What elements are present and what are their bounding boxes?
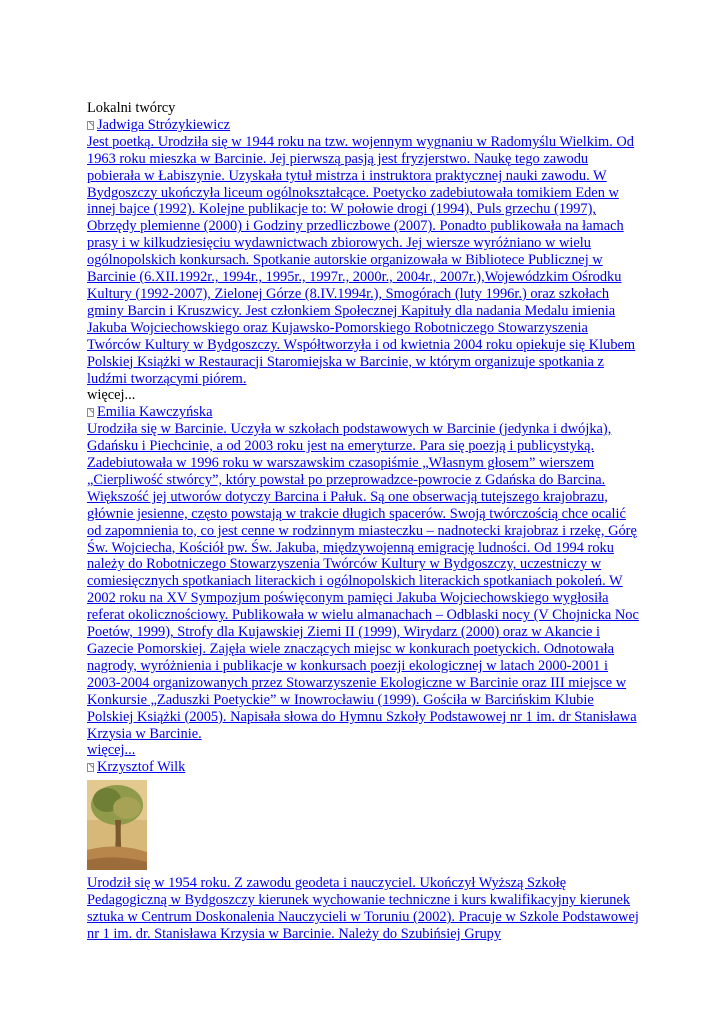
creator-bio-text[interactable]: Urodziła się w Barcinie. Uczyła w szkołach podstawowych w Barcinie (jedynka i dwójka), Gdańsku i Piechcinie, a od 2003 roku jest na emeryturze. Para się poezją i publicystyką. Zadebiutowała w 1996 roku w warszawskim czasopiśmie „Własnym głosem” wierszem „Cierpliwość stwórcy”, który powstał po przeprowadzce-powrocie z Gdańska do Barcina. Większość jej utworów dotyczy Barcina i Pałuk. Są one obserwacją tutejszego krajobrazu, głównie jesienne, często powstają w trakcie długich spacerów. Swoją twórczością chce ocalić od zapomnienia to, co jest cenne w rodzinnym miasteczku – nadnotecki krajobraz i rzekę, Górę Św. Wojciecha, Kościół pw. Św. Jakuba, międzywojenną emigrację ludności. Od 1994 roku należy do Robotniczego Stowarzyszenia Twórców Kultury w Bydgoszczy, uczestniczy w comiesięcznych spotkaniach literackich i ogólnopolskich literackich spotkaniach pokoleń. W 2002 roku na XV Sympozjum poświęconym pamięci Jakuba Wojciechowskiego wygłosiła referat okolicznościowy. Publikowała w wielu almanachach – Odblaski nocy (V Chojnicka Noc Poetów, 1999), Strofy dla Kujawskiej Ziemi II (1999), Wirydarz (2000) oraz w Akancie i Gazecie Pomorskiej. Zajęła wiele znaczących miejsc w konkurach poetyckich. Odnotowała nagrody, wyróżnienia i publikacje w konkursach poezji ekologicznej w latach 2000-2001 i 2003-2004 organizowanych przez Stowarzyszenie Ekologiczne w Barcinie oraz III miejsce w Konkursie „Zaduszki Poetyckie” w Inowrocławiu (1999). Gościła w Barcińskim Klubie Polskiej Książki (2005). Napisała słowa do Hymnu Szkoły Podstawowej nr 1 im. dr Stanisława Krzysia w Barcinie. xyxy=(87,421,639,742)
creator-name-link[interactable]: Emilia Kawczyńska xyxy=(97,404,213,421)
creator-name-row xyxy=(87,759,642,776)
creator-entry-wilk xyxy=(87,759,642,943)
document-icon xyxy=(87,763,94,772)
document-icon xyxy=(87,121,94,130)
creator-name-row xyxy=(87,117,642,134)
creator-bio-link[interactable] xyxy=(87,875,642,943)
document-page xyxy=(87,100,642,943)
creator-entry-kawczynska xyxy=(87,404,642,759)
creator-bio-link[interactable] xyxy=(87,134,642,388)
creator-entry-strozykiewicz xyxy=(87,117,642,404)
creator-name-link[interactable]: Krzysztof Wilk xyxy=(97,759,186,776)
more-link-text[interactable]: więcej... xyxy=(87,742,136,759)
creator-name-row xyxy=(87,404,642,421)
creator-bio-text[interactable]: Urodził się w 1954 roku. Z zawodu geodeta i nauczyciel. Ukończył Wyższą Szkołę Pedagogiczną w Bydgoszczy kierunek wychowanie techniczne i kurs kwalifikacyjny kierunek sztuka w Centrum Doskonalenia Nauczycieli w Toruniu (2002). Pracuje w Szkole Podstawowej nr 1 im. dr. Stanisława Krzysia w Barcinie. Należy do Szubińsiej Grupy xyxy=(87,875,639,942)
document-icon xyxy=(87,408,94,417)
painting-thumbnail[interactable] xyxy=(87,780,147,870)
creator-bio-link[interactable] xyxy=(87,421,642,742)
creator-bio-text[interactable]: Jest poetką. Urodziła się w 1944 roku na tzw. wojennym wygnaniu w Radomyślu Wielkim. Od 1963 roku mieszka w Barcinie. Jej pierwszą pasją jest fryzjerstwo. Naukę tego zawodu pobierała w Łabiszynie. Uzyskała tytuł mistrza i instruktora praktycznej nauki zawodu. W Bydgoszczy ukończyła liceum ogólnokształcące. Poetycko zadebiutowała tomikiem Eden w innej bajce (1992). Kolejne publikacje to: W połowie drogi (1994), Puls grzechu (1997), Obrzędy plemienne (2000) i Godziny przedliczbowe (2007). Ponadto publikowała na łamach prasy i w kilkudziesięciu wydawnictwach zbiorowych. Jej wiersze wyróżniano w wielu ogólnopolskich konkursach. Spotkanie autorskie organizowała w Bibliotece Publicznej w Barcinie (6.XII.1992r., 1994r., 1995r., 1997r., 2000r., 2004r., 2007r.),Wojewódzkim Ośrodku Kultury (1992-2007), Zielonej Górze (8.IV.1994r.), Smogórach (luty 1996r.) oraz szkołach gminy Barcin i Kruszwicy. Jest członkiem Społecznej Kapituły dla nadania Medalu imienia Jakuba Wojciechowskiego oraz Kujawsko-Pomorskiego Robotniczego Stowarzyszenia Twórców Kultury w Bydgoszczy. Współtworzyła i od kwietnia 2004 roku opiekuje się Klubem Polskiej Książki w Restauracji Staromiejska w Barcinie, w którym organizuje spotkania z ludźmi tworzącymi piórem. xyxy=(87,133,636,387)
more-text: więcej... xyxy=(87,387,136,404)
creator-name-link[interactable]: Jadwiga Strózykiewicz xyxy=(97,116,231,133)
more-link[interactable] xyxy=(87,742,642,759)
page-title: Lokalni twórcy xyxy=(87,100,176,116)
